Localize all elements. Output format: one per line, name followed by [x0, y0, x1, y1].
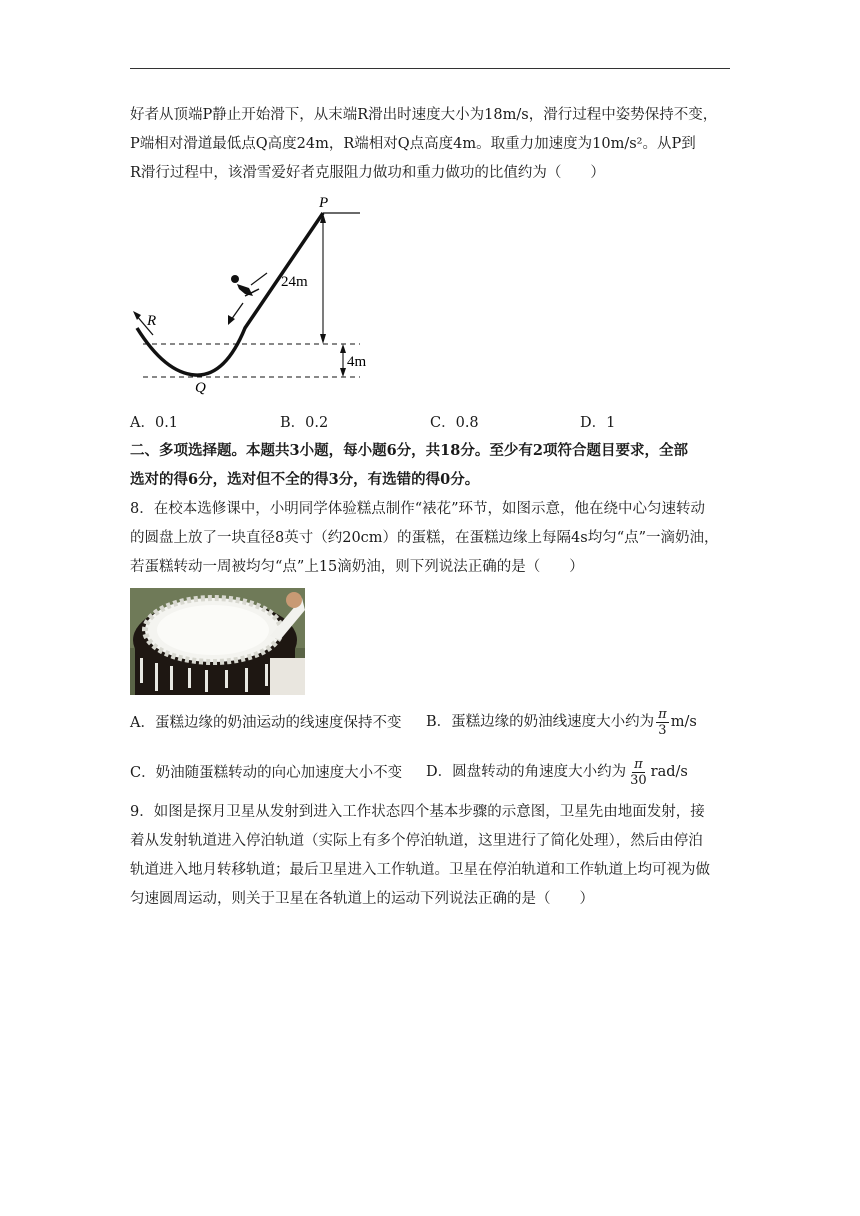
label-4m: 4m	[347, 354, 367, 370]
label-p: P	[319, 195, 329, 211]
q8-option-b-fraction	[656, 707, 669, 738]
q7-line-3: R滑行过程中，该滑雪爱好者克服阻力做功和重力做功的比值约为（ ）	[130, 165, 605, 181]
q8-line-3: 若蛋糕转动一周被均匀“点”上15滴奶油，则下列说法正确的是（ ）	[130, 559, 584, 575]
q8-option-a: A．蛋糕边缘的奶油运动的线速度保持不变	[130, 715, 402, 731]
skier-icon	[231, 273, 267, 296]
label-r: R	[147, 313, 157, 329]
q8-option-d-unit: rad/s	[650, 764, 688, 780]
q7-option-b: B．0.2	[280, 415, 329, 431]
q9-line-2: 着从发射轨道进入停泊轨道（实际上有多个停泊轨道，这里进行了简化处理），然后由停泊	[130, 833, 703, 849]
label-q: Q	[195, 380, 206, 396]
q8-option-b-unit: m/s	[670, 714, 697, 730]
dim-24m-bottom-arrow	[320, 334, 326, 344]
q8-line-2: 的圆盘上放了一块直径8英寸（约20cm）的蛋糕，在蛋糕边缘上每隔4s均匀“点”一滴奶油，	[130, 530, 719, 546]
q8-option-d-denominator: 30	[630, 772, 647, 788]
cake-photo	[130, 588, 305, 695]
section-2-heading-line-2: 选对的得6分，选对但不全的得3分，有选错的得0分。	[130, 471, 480, 488]
q7-option-c: C．0.8	[430, 415, 479, 431]
q8-option-c: C．奶油随蛋糕转动的向心加速度大小不变	[130, 765, 403, 781]
dim-4m-bottom-arrow	[340, 368, 346, 377]
slope-curve	[137, 213, 323, 375]
q8-option-d-text: D．圆盘转动的角速度大小约为	[426, 764, 627, 780]
header-rule	[130, 68, 730, 69]
q9-line-1: 9．如图是探月卫星从发射到进入工作状态四个基本步骤的示意图，卫星先由地面发射，接	[130, 804, 705, 820]
q8-option-d-fraction	[628, 757, 649, 788]
q8-option-b-denominator: 3	[658, 722, 667, 738]
motion-arrow-line	[231, 303, 243, 320]
dim-4m-top-arrow	[340, 344, 346, 353]
q8-line-1: 8．在校本选修课中，小明同学体验糕点制作“裱花”环节，如图示意，他在绕中心匀速转动	[130, 501, 706, 517]
q8-option-b-numerator: π	[658, 706, 667, 722]
q7-option-a: A．0.1	[130, 415, 179, 431]
q8-option-b-text: B．蛋糕边缘的奶油线速度大小约为	[426, 714, 655, 730]
q8-option-b	[426, 702, 697, 742]
q7-line-2: P端相对滑道最低点Q高度24m，R端相对Q点高度4m。取重力加速度为10m/s²。从P到	[130, 136, 696, 152]
q8-option-d-numerator: π	[634, 756, 643, 772]
ski-slope-figure	[125, 193, 385, 403]
q9-line-4: 匀速圆周运动，则关于卫星在各轨道上的运动下列说法正确的是（ ）	[130, 891, 594, 907]
q9-line-3: 轨道进入地月转移轨道；最后卫星进入工作轨道。卫星在停泊轨道和工作轨道上均可视为做	[130, 862, 710, 878]
label-24m: 24m	[281, 274, 308, 290]
section-2-heading-line-1: 二、多项选择题。本题共3小题，每小题6分，共18分。至少有2项符合题目要求，全部	[130, 442, 688, 459]
q7-option-d: D．1	[580, 415, 616, 431]
q8-option-d	[426, 752, 688, 792]
q7-line-1: 好者从顶端P静止开始滑下，从末端R滑出时速度大小为18m/s，滑行过程中姿势保持不变，	[130, 107, 718, 123]
